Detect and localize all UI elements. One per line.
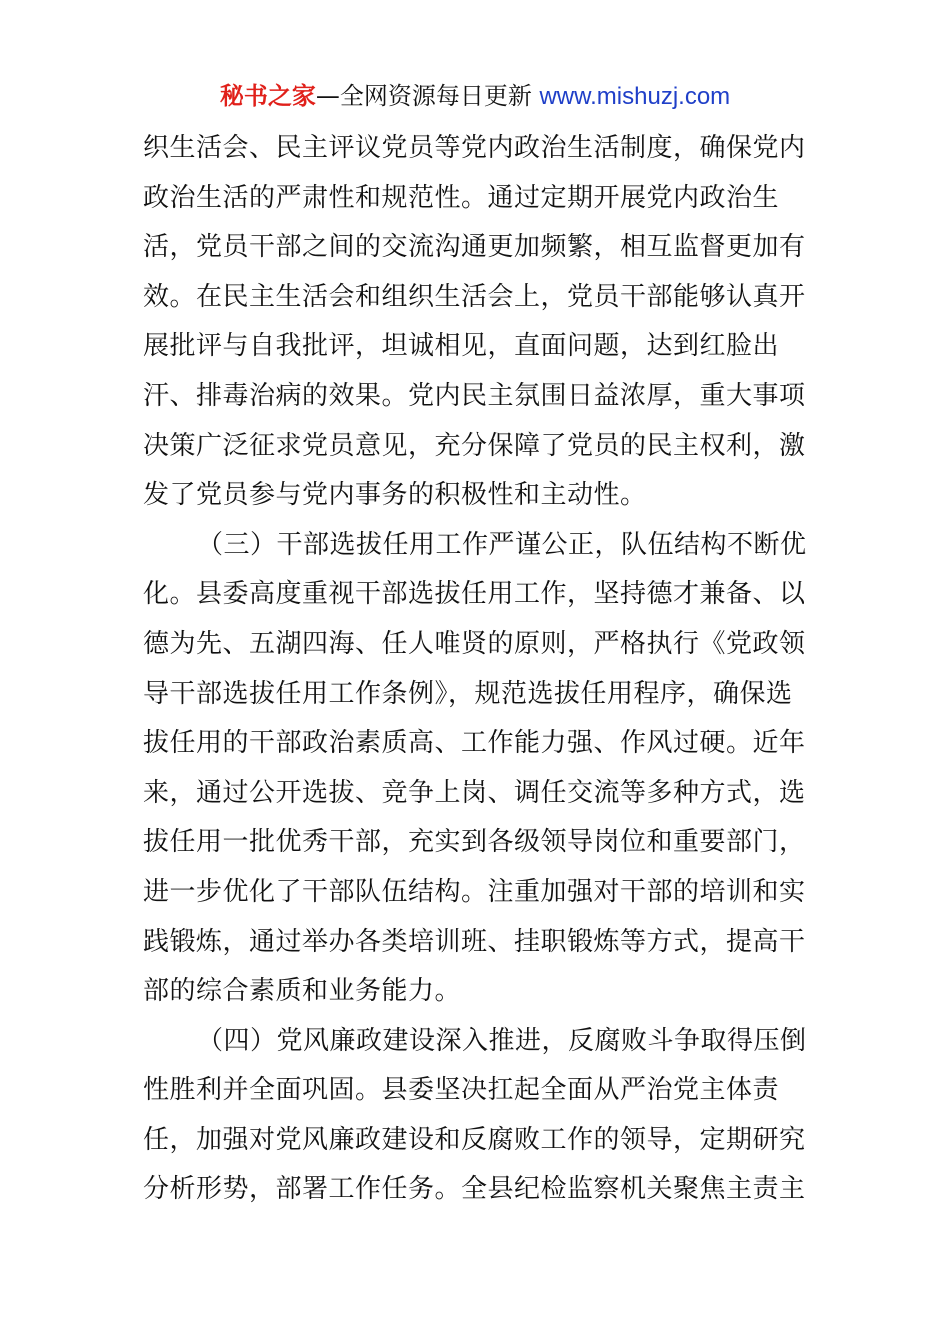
text-line: 任，加强对党风廉政建设和反腐败工作的领导，定期研究 <box>143 1124 806 1155</box>
text-line: 展批评与自我批评，坦诚相见，直面问题，达到红脸出 <box>143 331 780 362</box>
header-tagline: —全网资源每日更新 <box>315 82 532 110</box>
text-line: 拔任用一批优秀干部，充实到各级领导岗位和重要部门， <box>143 827 806 858</box>
site-header <box>0 80 950 113</box>
text-line: 效。在民主生活会和组织生活会上，党员干部能够认真开 <box>143 281 806 312</box>
section-heading-line: （三）干部选拔任用工作严谨公正，队伍结构不断优 <box>197 529 807 560</box>
document-body <box>143 124 813 1215</box>
text-line: 织生活会、民主评议党员等党内政治生活制度，确保党内 <box>143 133 806 163</box>
brand-name: 秘书之家 <box>219 82 316 110</box>
text-line: 进一步优化了干部队伍结构。注重加强对干部的培训和实 <box>143 876 806 907</box>
text-line: 性胜利并全面巩固。县委坚决扛起全面从严治党主体责 <box>143 1075 780 1106</box>
text-line: 政治生活的严肃性和规范性。通过定期开展党内政治生 <box>143 182 780 213</box>
text-line: 化。县委高度重视干部选拔任用工作，坚持德才兼备、以 <box>143 579 806 610</box>
site-url[interactable]: www.mishuzj.com <box>539 83 731 110</box>
text-line: 分析形势，部署工作任务。全县纪检监察机关聚焦主责主 <box>143 1174 806 1205</box>
text-line: 活，党员干部之间的交流沟通更加频繁，相互监督更加有 <box>143 232 806 263</box>
text-line: 德为先、五湖四海、任人唯贤的原则，严格执行《党政领 <box>143 628 806 659</box>
text-line: 践锻炼，通过举办各类培训班、挂职锻炼等方式，提高干 <box>143 926 806 957</box>
text-line: 汗、排毒治病的效果。党内民主氛围日益浓厚，重大事项 <box>143 380 806 411</box>
text-line: 拔任用的干部政治素质高、工作能力强、作风过硬。近年 <box>143 728 806 759</box>
section-heading-line: （四）党风廉政建设深入推进，反腐败斗争取得压倒 <box>197 1025 807 1056</box>
text-line: 部的综合素质和业务能力。 <box>143 976 462 1007</box>
text-line: 决策广泛征求党员意见，充分保障了党员的民主权利，激 <box>143 430 806 461</box>
text-line: 发了党员参与党内事务的积极性和主动性。 <box>143 480 647 511</box>
text-line: 导干部选拔任用工作条例》，规范选拔任用程序，确保选 <box>143 678 793 709</box>
text-line: 来，通过公开选拔、竞争上岗、调任交流等多种方式，选 <box>143 777 806 808</box>
